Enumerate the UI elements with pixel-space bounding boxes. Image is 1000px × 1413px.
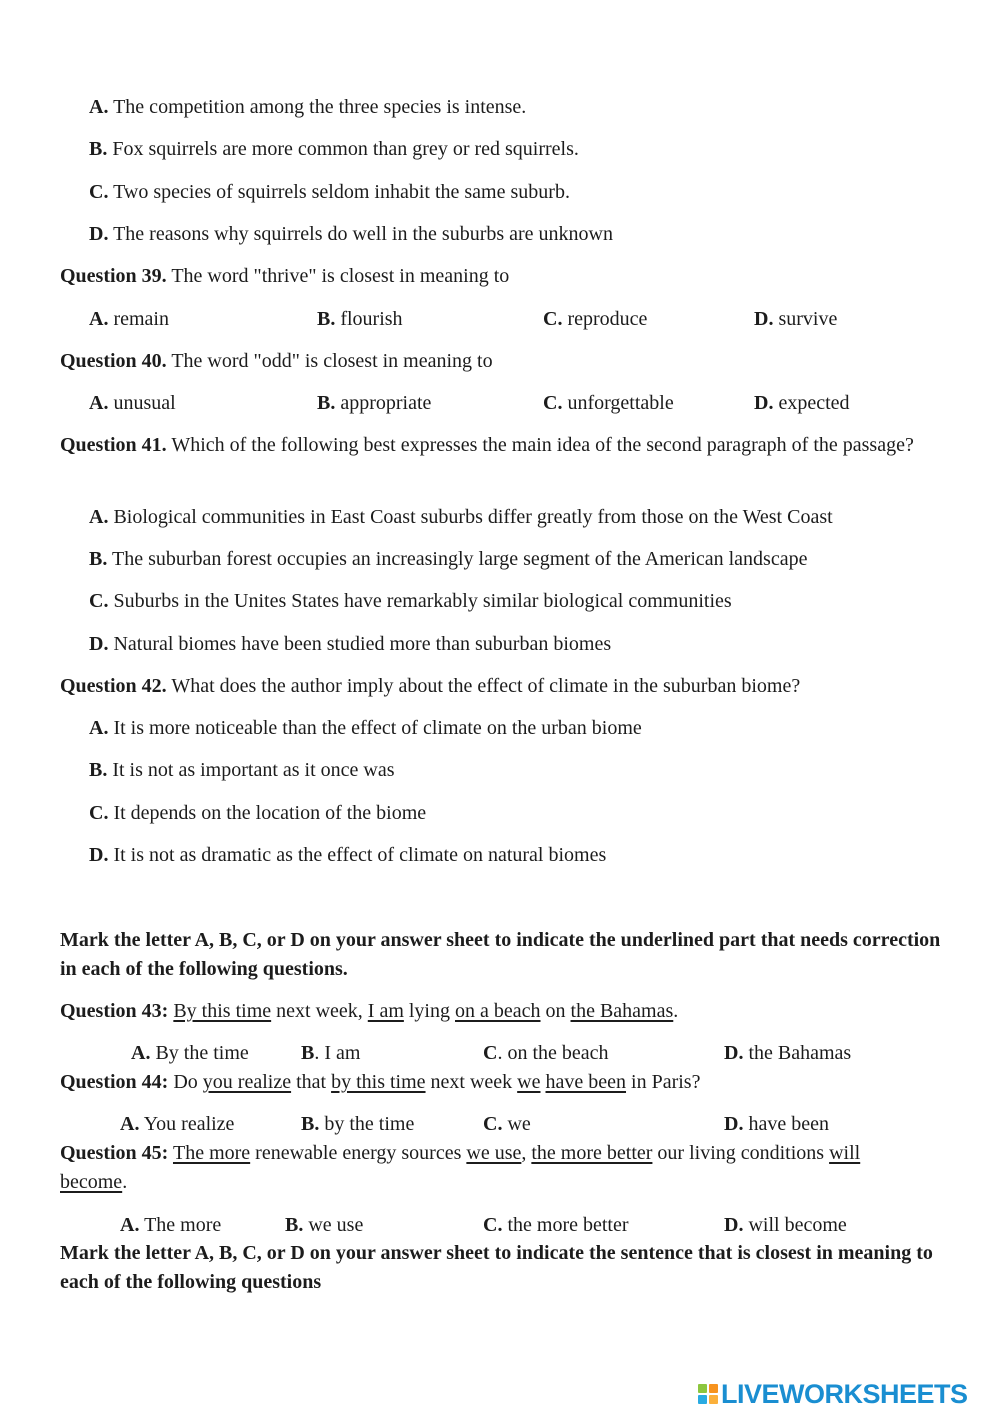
q45-underlined-d-part1: will xyxy=(829,1142,861,1164)
q42-option-d: D. It is not as dramatic as the effect of climate on natural biomes xyxy=(89,844,607,866)
q42-option-a: A. It is more noticeable than the effect of climate on the urban biome xyxy=(89,717,642,739)
q44-underlined-c: we xyxy=(517,1071,541,1093)
q44-underlined-b: by this time xyxy=(331,1071,426,1093)
q43-option-b: B. I am xyxy=(301,1042,361,1064)
instruction-error-identification: Mark the letter A, B, C, or D on your answer sheet to indicate the underlined part that needs correction in each of the following questions. xyxy=(60,929,941,980)
logo-square-2 xyxy=(709,1384,718,1393)
q44-option-d: D. have been xyxy=(724,1113,829,1135)
question-45-continued: become. xyxy=(60,1171,128,1193)
q45-option-a: A. The more xyxy=(120,1214,222,1236)
q41-option-d: D. Natural biomes have been studied more than suburban biomes xyxy=(89,633,612,655)
q39-option-c: C. reproduce xyxy=(543,308,648,330)
q43-underlined-a: By this time xyxy=(173,1000,272,1022)
q42-option-c: C. It depends on the location of the biome xyxy=(89,802,427,824)
logo-square-4 xyxy=(709,1395,718,1404)
question-40: Question 40. The word "odd" is closest in meaning to xyxy=(60,350,493,372)
q43-option-c: C. on the beach xyxy=(483,1042,609,1064)
instruction-closest-meaning: Mark the letter A, B, C, or D on your answer sheet to indicate the sentence that is closest in meaning to each of the following questions xyxy=(60,1242,933,1293)
q38-option-d: D. The reasons why squirrels do well in the suburbs are unknown xyxy=(89,223,613,245)
q44-option-c: C. we xyxy=(483,1113,531,1135)
liveworksheets-logo-text: LIVEWORKSHEETS xyxy=(721,1378,968,1409)
q38-option-b: B. Fox squirrels are more common than grey or red squirrels. xyxy=(89,138,579,160)
q41-option-a: A. Biological communities in East Coast suburbs differ greatly from those on the West Coast xyxy=(89,506,833,528)
logo-square-3 xyxy=(698,1395,707,1404)
q40-option-a: A. unusual xyxy=(89,392,176,414)
q44-underlined-a: you realize xyxy=(202,1071,292,1093)
q41-option-b: B. The suburban forest occupies an increasingly large segment of the American landscape xyxy=(89,548,808,570)
question-44: Question 44: Do you realize that by this time next week we have been in Paris? xyxy=(60,1071,701,1093)
q43-underlined-b: I am xyxy=(367,1000,404,1022)
question-41: Question 41. Which of the following best expresses the main idea of the second paragraph of the passage? xyxy=(60,434,914,456)
q45-underlined-d-part2: become xyxy=(60,1171,123,1193)
q40-option-d: D. expected xyxy=(754,392,850,414)
q45-option-c: C. the more better xyxy=(483,1214,629,1236)
q39-option-d: D. survive xyxy=(754,308,838,330)
question-43: Question 43: By this time next week, I am lying on a beach on the Bahamas. xyxy=(60,1000,679,1022)
q44-option-b: B. by the time xyxy=(301,1113,415,1135)
q45-underlined-c: the more better xyxy=(531,1142,653,1164)
q45-option-b: B. we use xyxy=(285,1214,364,1236)
liveworksheets-logo-icon xyxy=(698,1384,718,1404)
q45-underlined-b: we use xyxy=(466,1142,522,1164)
question-39: Question 39. The word "thrive" is closest in meaning to xyxy=(60,265,510,287)
q38-option-a: A. The competition among the three species is intense. xyxy=(89,96,527,118)
q43-underlined-d: the Bahamas xyxy=(570,1000,674,1022)
q45-underlined-a: The more xyxy=(172,1142,251,1164)
q43-option-a: A. By the time xyxy=(131,1042,249,1064)
q42-option-b: B. It is not as important as it once was xyxy=(89,759,395,781)
question-45: Question 45: The more renewable energy sources we use, the more better our living conditions will xyxy=(60,1142,861,1164)
logo-square-1 xyxy=(698,1384,707,1393)
liveworksheets-logo xyxy=(698,1379,994,1409)
q44-underlined-d: have been xyxy=(545,1071,627,1093)
q40-option-b: B. appropriate xyxy=(317,392,432,414)
q39-option-b: B. flourish xyxy=(317,308,403,330)
q43-option-d: D. the Bahamas xyxy=(724,1042,852,1064)
q38-option-c: C. Two species of squirrels seldom inhabit the same suburb. xyxy=(89,181,570,203)
q41-option-c: C. Suburbs in the Unites States have remarkably similar biological communities xyxy=(89,590,732,612)
q43-underlined-c: on a beach xyxy=(455,1000,541,1022)
q39-option-a: A. remain xyxy=(89,308,169,330)
q44-option-a: A. You realize xyxy=(120,1113,235,1135)
question-42: Question 42. What does the author imply about the effect of climate in the suburban biome? xyxy=(60,675,801,697)
q40-option-c: C. unforgettable xyxy=(543,392,674,414)
q45-option-d: D. will become xyxy=(724,1214,847,1236)
